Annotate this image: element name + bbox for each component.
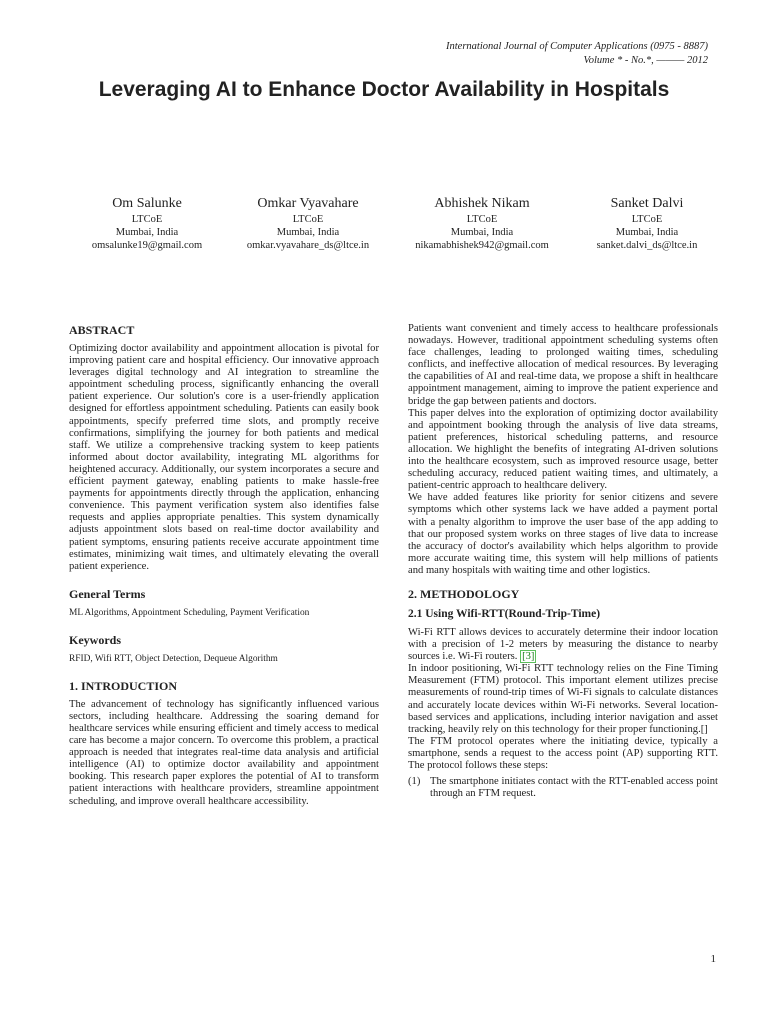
author-org: LTCoE [631,214,663,225]
methodology-paragraph: The FTM protocol operates where the initiating device, typically a smartphone, sends a request to the access point (AP) supporting RTT. The protocol follows these steps: [408,735,718,771]
introduction-heading: 1. INTRODUCTION [69,678,178,693]
abstract-heading: ABSTRACT [69,323,135,337]
author-email: omsalunke19@gmail.com [91,240,203,251]
intro-paragraph: This paper delves into the exploration of optimizing doctor availability and appointment booking through the analysis of live data streams, patient preferences, historical scheduling patterns, and resource allocation. We highlight the benefits of integrating AI-driven solutions into the healthcare ecosystem, such as improved resource usage, better scheduling accuracy, reduced patient waiting times, and ultimately, a patient-centric approach to healthcare delivery. [408,407,718,492]
methodology-paragraph [408,627,718,663]
methodology-heading: 2. METHODOLOGY [408,586,520,601]
journal-header [446,40,708,68]
intro-paragraph: We have added features like priority for senior citizens and severe symptoms which other systems lack we have added a payment portal with a penalty algorithm to improve the user base of the app adding to that our proposed system works on three stages of live data to increase the accuracy of doctor's availability which helps algorithm to provide more accurate waiting time, this system will help millions of patients and many hospitals with waiting time and other logistics. [408,492,718,576]
author-location: Mumbai, India [276,227,340,238]
keywords-text: RFID, Wifi RTT, Object Detection, Dequeue Algorithm [69,653,278,664]
paper-title: Leveraging AI to Enhance Doctor Availability in Hospitals [98,78,670,101]
wifi-rtt-subheading: 2.1 Using Wifi-RTT(Round-Trip-Time) [408,607,601,620]
author-name: Abhishek Nikam [434,196,530,211]
journal-name: International Journal of Computer Applications (0975 - 8887) [446,41,708,52]
page-number: 1 [710,953,716,965]
author-org: LTCoE [466,214,498,225]
methodology-text: Wi-Fi RTT allows devices to accurately determine their indoor location with a precision of 1-2 meters by measuring the distance to nearby sources i.e. Wi-Fi routers. [408,626,718,663]
author-location: Mumbai, India [115,227,179,238]
introduction-text: The advancement of technology has significantly influenced various sectors, including healthcare. Addressing the soaring demand for healthcare services while ensuring efficient and timely access to medical care has become a major concern. To overcome this problem, a practical approach is needed that integrates real-time data analysis and artificial intelligence (AI) to optimize doctor availability and appointment booking. This research paper explores the potential of AI to transform patient interactions with healthcare providers, streamline appointment scheduling, and improve overall healthcare accessibility. [69,698,379,807]
left-column [69,323,379,808]
ftm-steps-list [408,776,718,800]
author-block [597,195,698,252]
author-org: LTCoE [131,214,163,225]
general-terms-text: ML Algorithms, Appointment Scheduling, Payment Verification [69,607,310,618]
author-block [247,195,369,252]
author-location: Mumbai, India [450,227,514,238]
author-block [92,195,202,252]
author-email: nikamabhishek942@gmail.com [415,240,549,251]
general-terms-heading: General Terms [69,586,146,601]
author-name: Om Salunke [112,196,182,211]
abstract-text: Optimizing doctor availability and appointment allocation is pivotal for improving patient care and hospital efficiency. Our innovative approach leverages digital technology and AI integration to streamline the appointment scheduling process, significantly enhancing the overall patient experience. Our solution's core is a user-friendly application designed for effortless appointment scheduling. Patients can easily book appointments, specify preferred time slots, and promptly receive confirmations, simplifying the journey for both patients and medical staff. We utilize a comprehensive tracking system to keep patients informed about doctor availability, integrating ML algorithms for heightened accuracy. Additionally, our system incorporates a secure and efficient payment gateway, enabling patients to make hassle-free payments for appointments directly through the application, enhancing convenience. This payment verification system also identifies false requests and applies appropriate penalties. This system dynamically adjusts appointment slots based on real-time doctor availability and patient symptoms, ensuring patients receive accurate appointment time estimates, minimizing wait times, and ultimately elevating the overall patient experience. [69,343,379,572]
step-number: (1) [408,776,421,788]
author-location: Mumbai, India [615,227,679,238]
methodology-paragraph: In indoor positioning, Wi-Fi RTT technology relies on the Fine Timing Measurement (FTM) protocol. This important element utilizes precise measurements of round-trip times of Wi-Fi signals to calculate distances and accurately locate devices within Wi-Fi networks. Several location-based services and applications, including interior navigation and asset tracking, heavily rely on this technology for their proper functioning.[] [408,663,718,735]
author-org: LTCoE [292,214,324,225]
journal-volume: Volume * - No.*, ——— 2012 [583,55,708,66]
author-name: Omkar Vyavahare [257,196,359,211]
right-column [408,323,718,800]
keywords-heading: Keywords [69,632,121,647]
author-block [415,195,549,252]
intro-paragraph: Patients want convenient and timely access to healthcare professionals nowadays. However, traditional appointment scheduling systems often face challenges, leading to prolonged waiting times, scheduling conflicts, and ineffective allocation of medical resources. By leveraging the capabilities of AI and real-time data, we propose a shift in healthcare appointment management, aiming to improve the patient experience and bridge the gap between patients and doctors. [408,323,718,407]
citation-link[interactable]: [3] [522,651,535,663]
step-text: The smartphone initiates contact with the RTT-enabled access point through an FTM request. [430,776,718,800]
author-name: Sanket Dalvi [610,196,684,211]
author-email: sanket.dalvi_ds@ltce.in [596,240,698,251]
author-email: omkar.vyavahare_ds@ltce.in [246,240,370,251]
list-item [408,776,718,800]
